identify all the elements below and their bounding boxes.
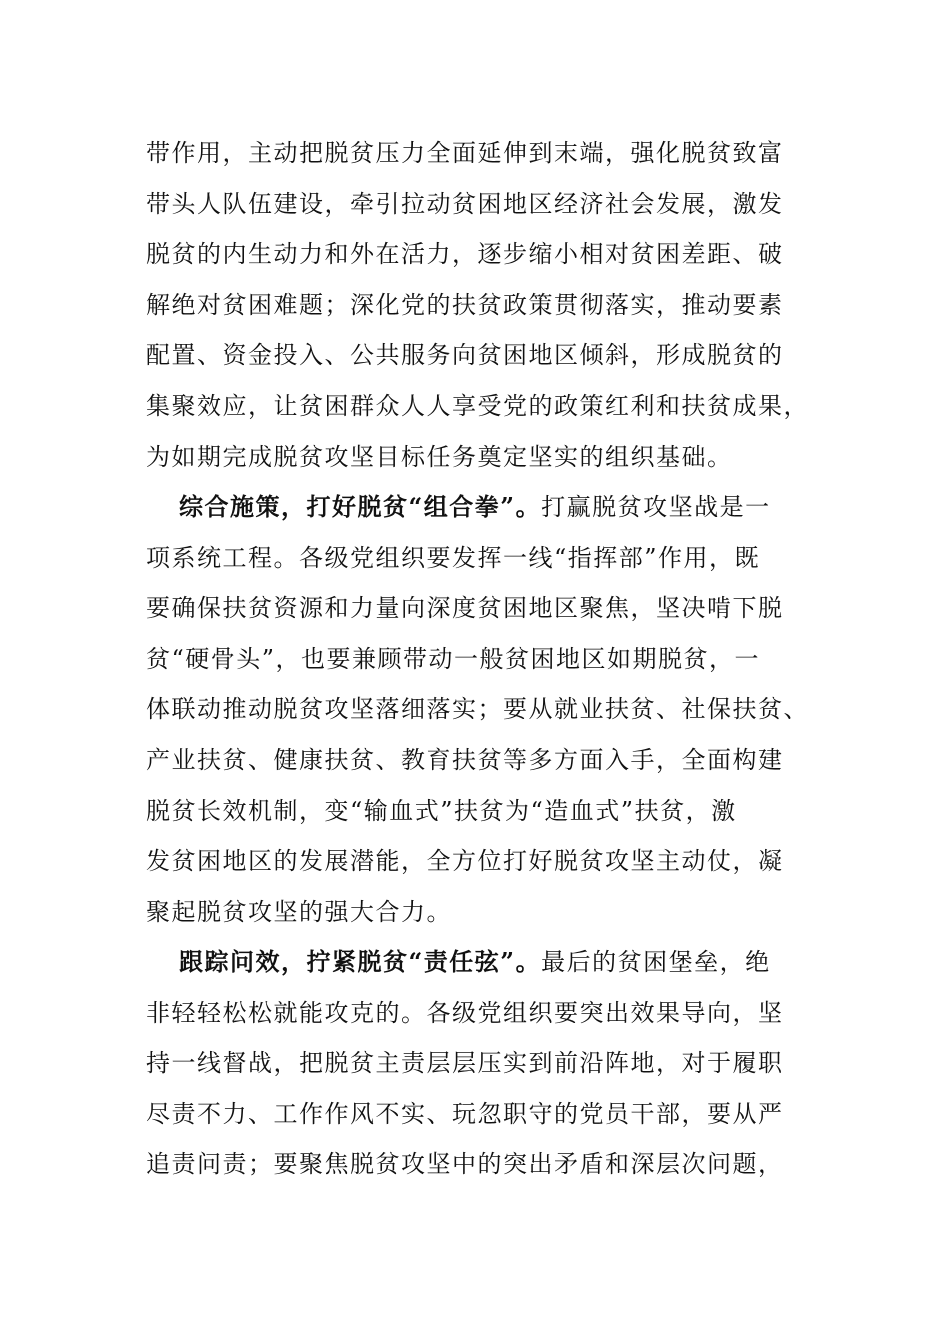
paragraph-3-line-4: 尽责不力、工作作风不实、玩忽职守的党员干部，要从严 <box>146 1099 784 1128</box>
paragraph-1-line-6: 集聚效应，让贫困群众人人享受党的政策红利和扶贫成果， <box>146 391 809 420</box>
paragraph-2-line-3: 要确保扶贫资源和力量向深度贫困地区聚焦，坚决啃下脱 <box>146 594 784 623</box>
paragraph-1-line-3: 脱贫的内生动力和外在活力，逐步缩小相对贫困差距、破 <box>146 240 784 269</box>
paragraph-2 <box>146 482 809 937</box>
paragraph-2-line-2: 项系统工程。各级党组织要发挥一线“指挥部”作用，既 <box>146 543 761 572</box>
paragraph-2-line-7: 脱贫长效机制，变“输血式”扶贫为“造血式”扶贫，激 <box>146 796 737 825</box>
paragraph-2-line-8: 发贫困地区的发展潜能，全方位打好脱贫攻坚主动仗，凝 <box>146 847 784 876</box>
paragraph-2-heading: 综合施策，打好脱贫“组合拳”。 <box>179 492 542 521</box>
paragraph-3-heading: 跟踪问效，拧紧脱贫“责任弦”。 <box>179 947 542 976</box>
paragraph-2-line-1 <box>146 482 806 533</box>
paragraph-3 <box>146 937 806 1190</box>
paragraph-2-line-5: 体联动推动脱贫攻坚落细落实；要从就业扶贫、社保扶贫、 <box>146 695 809 724</box>
paragraph-1-line-1: 带作用，主动把脱贫压力全面延伸到末端，强化脱贫致富 <box>146 139 784 167</box>
paragraph-1-line-4: 解绝对贫困难题；深化党的扶贫政策贯彻落实，推动要素 <box>146 290 784 319</box>
paragraph-3-line-1-rest: 最后的贫困堡垒，绝 <box>541 948 771 976</box>
paragraph-2-line-1-rest: 打赢脱贫攻坚战是一 <box>541 493 771 521</box>
paragraph-3-line-5: 追责问责；要聚焦脱贫攻坚中的突出矛盾和深层次问题， <box>146 1150 784 1179</box>
paragraph-2-line-6: 产业扶贫、健康扶贫、教育扶贫等多方面入手，全面构建 <box>146 745 784 774</box>
paragraph-3-line-3: 持一线督战，把脱贫主责层层压实到前沿阵地，对于履职 <box>146 1049 784 1078</box>
paragraph-1 <box>146 128 809 482</box>
paragraph-1-line-5: 配置、资金投入、公共服务向贫困地区倾斜，形成脱贫的 <box>146 341 784 370</box>
paragraph-1-line-2: 带头人队伍建设，牵引拉动贫困地区经济社会发展，激发 <box>146 189 784 218</box>
paragraph-2-line-4: 贫“硬骨头”，也要兼顾带动一般贫困地区如期脱贫，一 <box>146 644 761 673</box>
paragraph-2-line-9: 聚起脱贫攻坚的强大合力。 <box>146 897 452 926</box>
paragraph-1-line-7: 为如期完成脱贫攻坚目标任务奠定坚实的组织基础。 <box>146 442 733 471</box>
paragraph-3-line-1 <box>146 937 806 988</box>
paragraph-3-line-2: 非轻轻松松就能攻克的。各级党组织要突出效果导向，坚 <box>146 998 784 1027</box>
